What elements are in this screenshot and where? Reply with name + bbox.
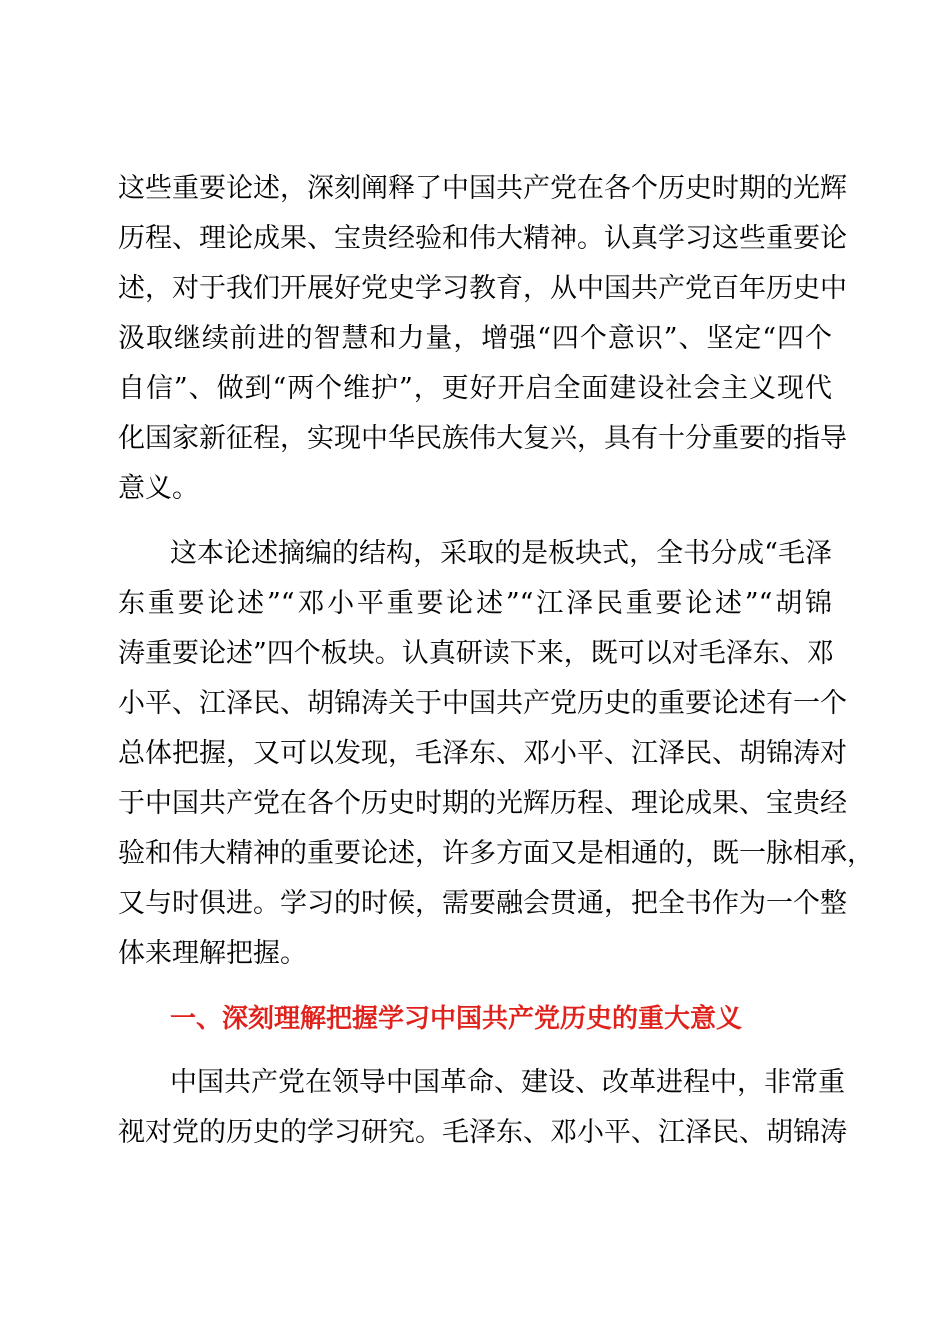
paragraph-line: 化国家新征程，实现中华民族伟大复兴，具有十分重要的指导: [118, 423, 847, 454]
paragraph-line: 验和伟大精神的重要论述，许多方面又是相通的，既一脉相承，: [118, 838, 874, 869]
paragraph-line: 这些重要论述，深刻阐释了中国共产党在各个历史时期的光辉: [118, 173, 847, 204]
paragraph-line: 述，对于我们开展好党史学习教育，从中国共产党百年历史中: [118, 273, 847, 304]
paragraph-line: 汲取继续前进的智慧和力量，增强“四个意识”、坚定“四个: [118, 323, 832, 354]
paragraph-line: 于中国共产党在各个历史时期的光辉历程、理论成果、宝贵经: [118, 788, 847, 819]
paragraph-line: 总体把握，又可以发现，毛泽东、邓小平、江泽民、胡锦涛对: [118, 738, 847, 769]
paragraph-line: 中国共产党在领导中国革命、建设、改革进程中，非常重: [170, 1067, 845, 1098]
paragraph-line: 小平、江泽民、胡锦涛关于中国共产党历史的重要论述有一个: [118, 688, 847, 719]
paragraph-line: 视对党的历史的学习研究。毛泽东、邓小平、江泽民、胡锦涛: [118, 1117, 847, 1148]
paragraph-line: 这本论述摘编的结构，采取的是板块式，全书分成“毛泽: [170, 538, 832, 569]
paragraph-line: 意义。: [118, 473, 199, 504]
section-heading: 一、深刻理解把握学习中国共产党历史的重大意义: [170, 1004, 743, 1034]
paragraph-line: 又与时俱进。学习的时候，需要融会贯通，把全书作为一个整: [118, 888, 847, 919]
paragraph-line: 涛重要论述”四个板块。认真研读下来，既可以对毛泽东、邓: [118, 638, 834, 669]
paragraph-line: 历程、理论成果、宝贵经验和伟大精神。认真学习这些重要论: [118, 223, 847, 254]
paragraph-line: 东重要论述”“邓小平重要论述”“江泽民重要论述”“胡锦: [118, 588, 832, 619]
paragraph-line: 自信”、做到“两个维护”，更好开启全面建设社会主义现代: [118, 373, 832, 404]
paragraph-line: 体来理解把握。: [118, 938, 307, 969]
